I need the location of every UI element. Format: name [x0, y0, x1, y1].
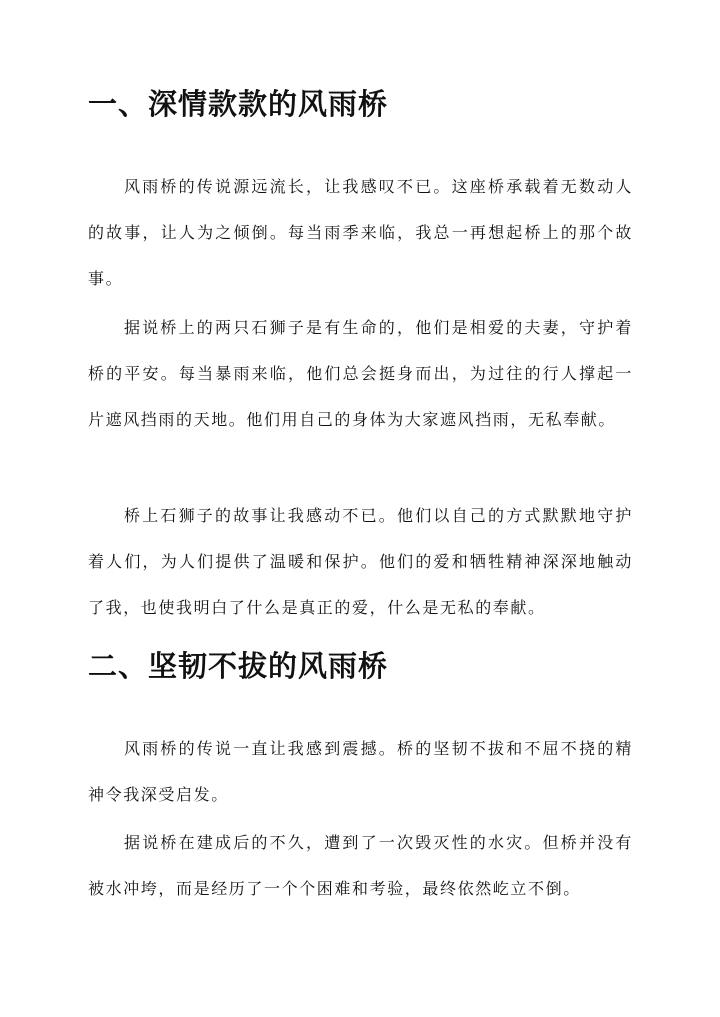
- paragraph-1-2: 据说桥上的两只石狮子是有生命的，他们是相爱的夫妻，守护着桥的平安。每当暴雨来临，他们总会挺身而出，为过往的行人撑起一片遮风挡雨的天地。他们用自己的身体为大家遮风挡雨，无私奉献。: [88, 318, 633, 429]
- section-title-2: 二、坚韧不拔的风雨桥: [88, 649, 389, 683]
- paragraph-2-2: 据说桥在建成后的不久，遭到了一次毁灭性的水灾。但桥并没有被水冲垮，而是经历了一个个困难和考验，最终依然屹立不倒。: [88, 833, 633, 898]
- section-title-1: 一、深情款款的风雨桥: [88, 87, 389, 121]
- paragraph-2-1: 风雨桥的传说一直让我感到震撼。桥的坚韧不拔和不屈不挠的精神令我深受启发。: [88, 739, 633, 804]
- paragraph-1-1: 风雨桥的传说源远流长，让我感叹不已。这座桥承载着无数动人的故事，让人为之倾倒。每当雨季来临，我总一再想起桥上的那个故事。: [88, 177, 633, 288]
- paragraph-1-3: 桥上石狮子的故事让我感动不已。他们以自己的方式默默地守护着人们，为人们提供了温暖和保护。他们的爱和牺牲精神深深地触动了我，也使我明白了什么是真正的爱，什么是无私的奉献。: [88, 506, 633, 617]
